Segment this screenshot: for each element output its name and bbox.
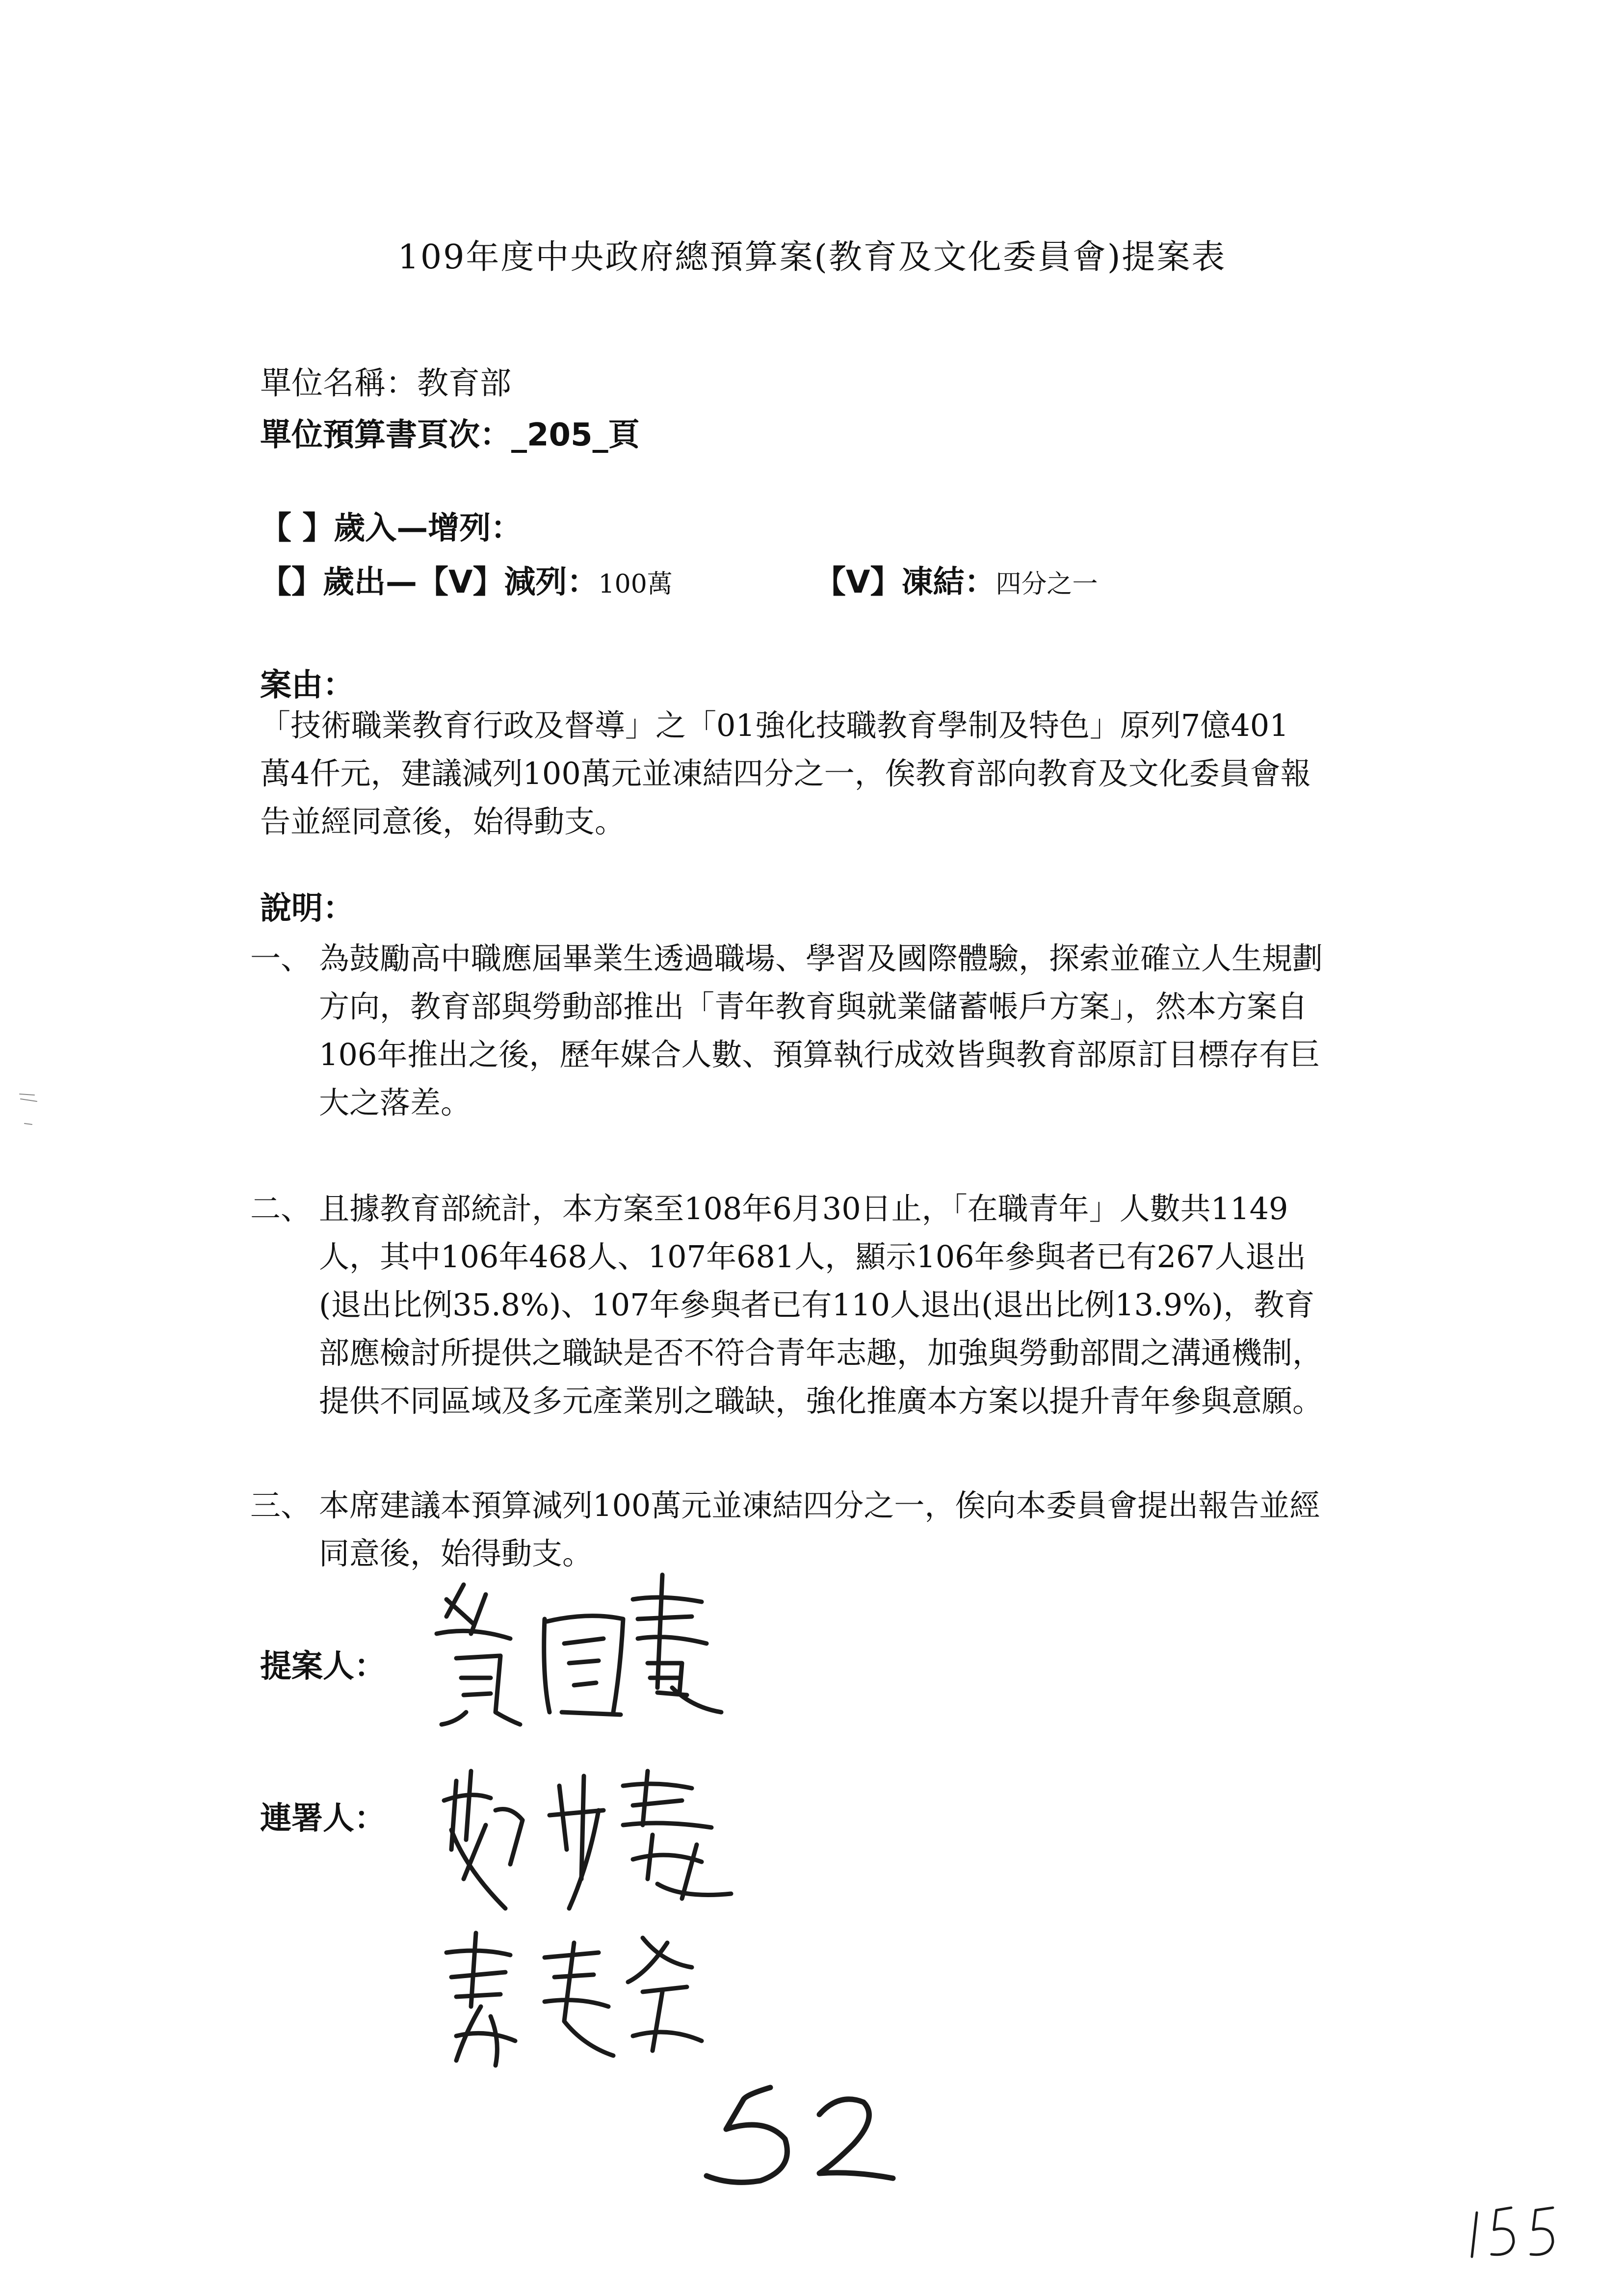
item-line: 大之落差。 [319, 1085, 471, 1121]
explain-heading: 說明： [260, 890, 354, 927]
cosigner-signature-1 [437, 1751, 751, 1913]
reason-text [260, 702, 1311, 846]
item-line: 提供不同區域及多元產業別之職缺，強化推廣本方案以提升青年參與意願。 [319, 1383, 1323, 1419]
reason-line: 告並經同意後，始得動支。 [260, 804, 626, 839]
item-line: 為鼓勵高中職應屆畢業生透過職場、學習及國際體驗，探索並確立人生規劃 [319, 940, 1323, 976]
reason-heading: 案由： [260, 667, 354, 704]
freeze-line [814, 557, 1098, 602]
expense-prefix: 【】歲出—【V】減列： [260, 564, 599, 600]
freeze-label: 【V】凍結： [814, 564, 996, 600]
unit-name: 單位名稱：教育部 [260, 365, 511, 402]
item-line: 方向，教育部與勞動部推出「青年教育與就業儲蓄帳戶方案」，然本方案自 [319, 989, 1308, 1024]
item-line: 部應檢討所提供之職缺是否不符合青年志趣，加強與勞動部間之溝通機制， [319, 1335, 1323, 1371]
item-line: 106年推出之後，歷年媒合人數、預算執行成效皆與教育部原訂目標存有巨 [319, 1037, 1320, 1072]
reason-line: 萬4仟元，建議減列100萬元並凍結四分之一，俟教育部向教育及文化委員會報 [260, 756, 1311, 791]
item-number: 二、 [250, 1191, 312, 1226]
item-line: 同意後，始得動支。 [319, 1536, 593, 1571]
document-title: 109年度中央政府總預算案(教育及文化委員會)提案表 [397, 238, 1227, 277]
reason-line: 「技術職業教育行政及督導」之「01強化技職教育學制及特色」原列7億401 [260, 707, 1289, 743]
freeze-value: 四分之一 [995, 570, 1098, 599]
expense-line [260, 557, 673, 602]
item-line: 人，其中106年468人、107年681人，顯示106年參與者已有267人退出 [319, 1239, 1307, 1275]
revenue-line: 【 】歲入—增列： [260, 510, 523, 547]
item-line: 本席建議本預算減列100萬元並凍結四分之一，俟向本委員會提出報告並經 [319, 1487, 1320, 1523]
expense-amount: 100萬 [598, 570, 673, 599]
item-number: 三、 [250, 1487, 312, 1523]
cosigner-label: 連署人： [260, 1800, 386, 1837]
proposer-label: 提案人： [260, 1648, 386, 1685]
item-line: (退出比例35.8%)、107年參與者已有110人退出(退出比例13.9%)，教育 [319, 1287, 1315, 1323]
item-number: 一、 [250, 940, 312, 976]
cosigner-signature-2 [437, 1923, 711, 2070]
scan-mark [15, 1089, 44, 1133]
unit-budget-page: 單位預算書頁次：_205_頁 [260, 417, 640, 453]
item-line: 且據教育部統計，本方案至108年6月30日止，「在職青年」人數共1149 [319, 1191, 1288, 1226]
proposer-signature [427, 1565, 731, 1727]
corner-number-155 [1467, 2198, 1565, 2262]
handwritten-page-number [697, 2075, 903, 2193]
